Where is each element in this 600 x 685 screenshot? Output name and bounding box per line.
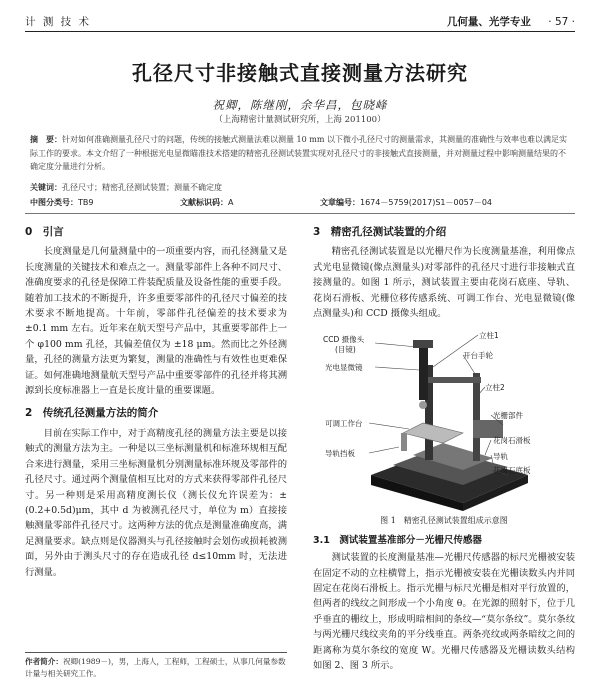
footnote-label: 作者简介： [25,657,63,666]
section-2-paragraph: 目前在实际工作中，对于高精度孔径的测量方法主要是以接触式的测量方法为主。一种是以三坐标测量机和标准环规相互配合来进行测量，采用三坐标测量机分别测量标准环规及零部件的孔径尺寸。通过两个测量值相互比对的方式来获得零部件孔径尺寸。另一种则是采用高精度测长仪（测长仪允许误差为：±(0.2+0.5d)μm，其中 d 为被测孔径尺寸，单位为 m）直接接触测量零部件孔径尺寸。这两种方法的优点是测量准确度高，满足测量要求。缺点则是仪器测头与孔径接触时会划伤或损耗被测面，另外由于测头尺寸的存在造成孔径 d≤10mm 时，无法进行测量。 [25,427,287,578]
label-ccd: CCD 摄像头 [323,335,365,345]
journal-name: 计 测 技 术 [25,16,92,28]
page-number: · 57 · [548,16,575,28]
label-column-1: 立柱1 [479,331,499,341]
abstract-label: 摘 要： [30,135,62,144]
abstract-text: 针对如何准确测量孔径尺寸的问题，传统的接触式测量法难以测量 10 mm 以下微小孔径尺寸的测量需求，其测量的准确性与效率也难以满足实际工作的要求。本文介绍了一种根据光电显微瞄准技术搭建的精密孔径测试装置实现对孔径尺寸的非接触式直接测量，并对测量过程中影响测量结果的不确定度分量进行分析。 [30,135,567,171]
section-name: 几何量、光学专业 [446,16,531,28]
section-3-1-heading: 3.1 测试装置基准部分－光栅尺传感器 [313,534,482,546]
section-0-paragraph: 长度测量是几何量测量中的一项重要内容，而孔径测量又是长度测量的关键技术和难点之一。测量零部件上各种不同尺寸、准确度要求的孔径是保障工件装配质量及设备性能的重要手段。随着加工技术的不断提升，许多重要零部件的孔径尺寸偏差的技术要求不断地提高。十年前，零部件孔径偏差的技术要求为 ±0.1 mm 左右。近年来在航天型号产品中，其重要零部件上一个 φ100 mm 孔径，其偏差值仅为 ±18 μm。然而比之外径测量，孔径的测量方法更为繁复，测量的准确性与有效性也更难保证。如何准确地测量航天型号产品中重要零部件的孔径并将其溯源到长度标准器上一直是长度计量的重要课题。 [25,246,287,397]
keywords-label: 关键词： [30,183,62,192]
section-3-heading: 3 精密孔径测试装置的介绍 [313,226,447,238]
label-ccd-sub: (目镜) [335,345,356,355]
label-column-2: 立柱2 [485,383,505,393]
label-slide: 花岗石滑板 [493,436,531,446]
keywords-text: 孔径尺寸；精密孔径测试装置；测量不确定度 [62,183,222,192]
left-column [25,222,287,580]
document-code: 文献标识码：A [180,198,234,207]
footnote-text: 祝卿(1989－)，男，上海人，工程师，工程硕士，从事几何量参数计量与相关研究工作。 [25,657,286,678]
section-3-paragraph: 精密孔径测试装置是以光栅尺作为长度测量基准，利用像点式光电显微镜(像点测量头)对零部件的孔径尺寸进行非接触式直接测量的。如图 1 所示，测试装置主要由花岗石底座、导轨、花岗石滑板、光栅位移传感系统、可调工作台、光电显微镜(像点测量头)和 CCD 摄像头组成。 [313,246,575,320]
article-number: 文章编号：1674－5759(2017)S1－0057－04 [320,198,493,207]
label-rail-guard: 导轨挡板 [325,449,355,459]
abstract [30,133,570,174]
label-worktable: 可调工作台 [325,419,363,429]
label-switch: 开台手轮 [463,351,493,361]
section-3-1-paragraph: 测试装置的长度测量基准—光栅尺传感器的标尺光栅被安装在固定不动的立柱横臂上，指示光栅被安装在光栅读数头内并同固定在花岗石滑板上。指示光栅与标尺光栅是相对平行放置的，但两者的线纹之间形成一个小角度 θ。在光源的照射下，位于几乎垂直的栅纹上，形成明暗相间的条纹—“莫尔条纹”。莫尔条纹与两光栅尺线纹夹角的平分线垂直。两条亮纹或两条暗纹之间的距离称为莫尔条纹的宽度 W。光栅尺传感器及光栅读数头结构如图 2、图 3 所示。 [313,552,575,672]
right-column [313,222,575,674]
figure-1-caption: 图 1 精密孔径测试装置组成示意图 [380,516,508,526]
running-header [25,10,575,32]
label-rail: 导轨 [493,452,508,462]
label-microscope: 光电显微镜 [325,363,363,373]
divider [25,213,575,214]
keywords [30,182,570,193]
section-0-heading: 0 引言 [25,226,64,238]
paper-title: 孔径尺寸非接触式直接测量方法研究 [132,61,468,85]
section-2-heading: 2 传统孔径测量方法的简介 [25,407,159,420]
label-base: 花岗石底板 [493,466,531,476]
header-right [447,14,575,29]
figure-1 [313,325,575,511]
author-footnote [25,652,287,680]
paper-affiliation: （上海精密计量测试研究所，上海 201100） [214,115,386,125]
paper-authors: 祝卿，陈继刚，余华昌，包晓峰 [212,98,388,112]
clc-number: 中图分类号：TB9 [30,198,94,207]
label-grating: 光栅部件 [493,411,523,421]
